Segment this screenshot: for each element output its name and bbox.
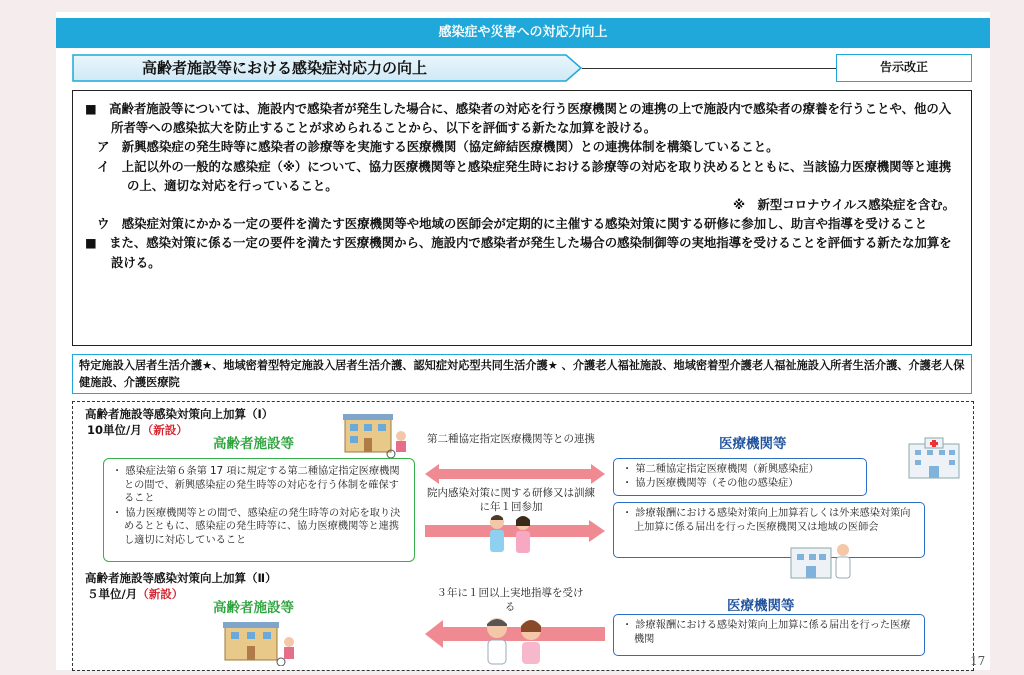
addon2-units-line (87, 586, 183, 602)
addon1-units-line (87, 422, 188, 438)
page-number: 17 (970, 654, 986, 668)
summary-para-2 (85, 233, 959, 271)
medical-box-3 (613, 614, 925, 656)
medical-box-1 (613, 458, 867, 496)
doctor-nurse-icon (477, 614, 553, 666)
nursing-home-icon (343, 410, 413, 458)
heading-title: 高齢者施設等における感染症対応力の向上 (142, 59, 428, 77)
addon1-title: 高齢者施設等感染対策向上加算（Ⅰ） (85, 407, 274, 421)
arrow3-label: ３年に１回以上実地指導を受ける (436, 587, 584, 613)
notice-badge: 告示改正 (836, 54, 972, 82)
staff-icon (481, 514, 541, 564)
section-heading (72, 54, 582, 82)
bullet-mark-2: ■ (85, 235, 97, 251)
medical-item: ・ 第二種協定指定医療機関（新興感染症） (622, 464, 819, 475)
medical-item: ・ 協力医療機関等（その他の感染症） (622, 477, 799, 489)
summary-para-1 (85, 99, 959, 137)
facility-label-2: 高齢者施設等 (213, 600, 294, 616)
facility-label-1: 高齢者施設等 (213, 436, 294, 452)
addon1-requirements (103, 458, 415, 562)
arrow2-label: 院内感染対策に関する研修又は訓練に年１回参加 (427, 487, 595, 513)
double-arrow (425, 464, 605, 484)
medical-box-2 (613, 502, 925, 558)
para1-text: 高齢者施設等については、施設内で感染者が発生した場合に、感染者の対応を行う医療機関との連携の上で施設内で感染者の療養を行うことや、他の入所者等への感染拡大を防止することが求められることから、以下を評価する新たな加算を設ける。 (109, 101, 952, 136)
hospital-icon (903, 436, 965, 480)
requirement-item: ・ 協力医療機関等との間で、感染症の発生時等の対応を取り決めるとともに、感染症の発生時等に、協力医療機関等と連携し適切に対応していること (112, 507, 401, 546)
requirement-item: ・ 感染症法第６条第 17 項に規定する第二種協定指定医療機関との間で、新興感染症の発生時等の対応を行う体制を確保すること (112, 466, 400, 504)
addon2-title: 高齢者施設等感染対策向上加算（Ⅱ） (85, 571, 277, 585)
addon1-units: 10単位/月 (87, 423, 142, 437)
banner-title: 感染症や災害への対応力向上 (56, 18, 990, 48)
medical-label-2: 医療機関等 (727, 598, 795, 614)
addon1-new: （新設） (141, 423, 188, 437)
item-u: ウ 感染症対策にかかる一定の要件を満たす医療機関等や地域の医師会が定期的に主催する感染対策に関する研修に参加し、助言や指導を受けること (97, 216, 928, 232)
clinic-icon (789, 538, 855, 582)
addon2-units: ５単位/月 (87, 587, 138, 601)
diagram-area (72, 401, 974, 671)
covid-note: ※ 新型コロナウイルス感染症を含む。 (733, 197, 955, 213)
item-a: ア 新興感染症の発生時等に感染者の診療等を実施する医療機関（協定締結医療機関）との連携体制を構築していること。 (97, 139, 779, 155)
bullet-mark: ■ (85, 101, 97, 116)
arrow1-label: 第二種協定指定医療機関等との連携 (427, 433, 595, 445)
target-services: 特定施設入居者生活介護★、地域密着型特定施設入居者生活介護、認知症対応型共同生活介護★ 、介護老人福祉施設、地域密着型介護老人福祉施設入所者生活介護、介護老人保健施設、介護医療院 (72, 354, 972, 394)
medical-label-1: 医療機関等 (719, 436, 787, 452)
nursing-home-icon (223, 616, 303, 666)
medical-item: ・ 診療報酬における感染対策向上加算に係る届出を行った医療機関 (622, 620, 911, 645)
heading-divider (582, 68, 836, 69)
item-i: イ 上記以外の一般的な感染症（※）について、協力医療機関等と感染症発生時における診療等の対応を取り決めるとともに、当該協力医療機関等と連携の上、適切な対応を行っていること。 (97, 158, 952, 193)
medical-item: ・ 診療報酬における感染対策向上加算若しくは外来感染対策向上加算に係る届出を行った医療機関又は地域の医師会 (622, 508, 911, 533)
addon2-new: （新設） (137, 587, 184, 601)
para2-text: また、感染対策に係る一定の要件を満たす医療機関から、施設内で感染者が発生した場合の感染制御等の実地指導を受けることを評価する新たな加算を設ける。 (109, 235, 952, 270)
summary-box (72, 90, 972, 346)
slide (56, 12, 990, 670)
